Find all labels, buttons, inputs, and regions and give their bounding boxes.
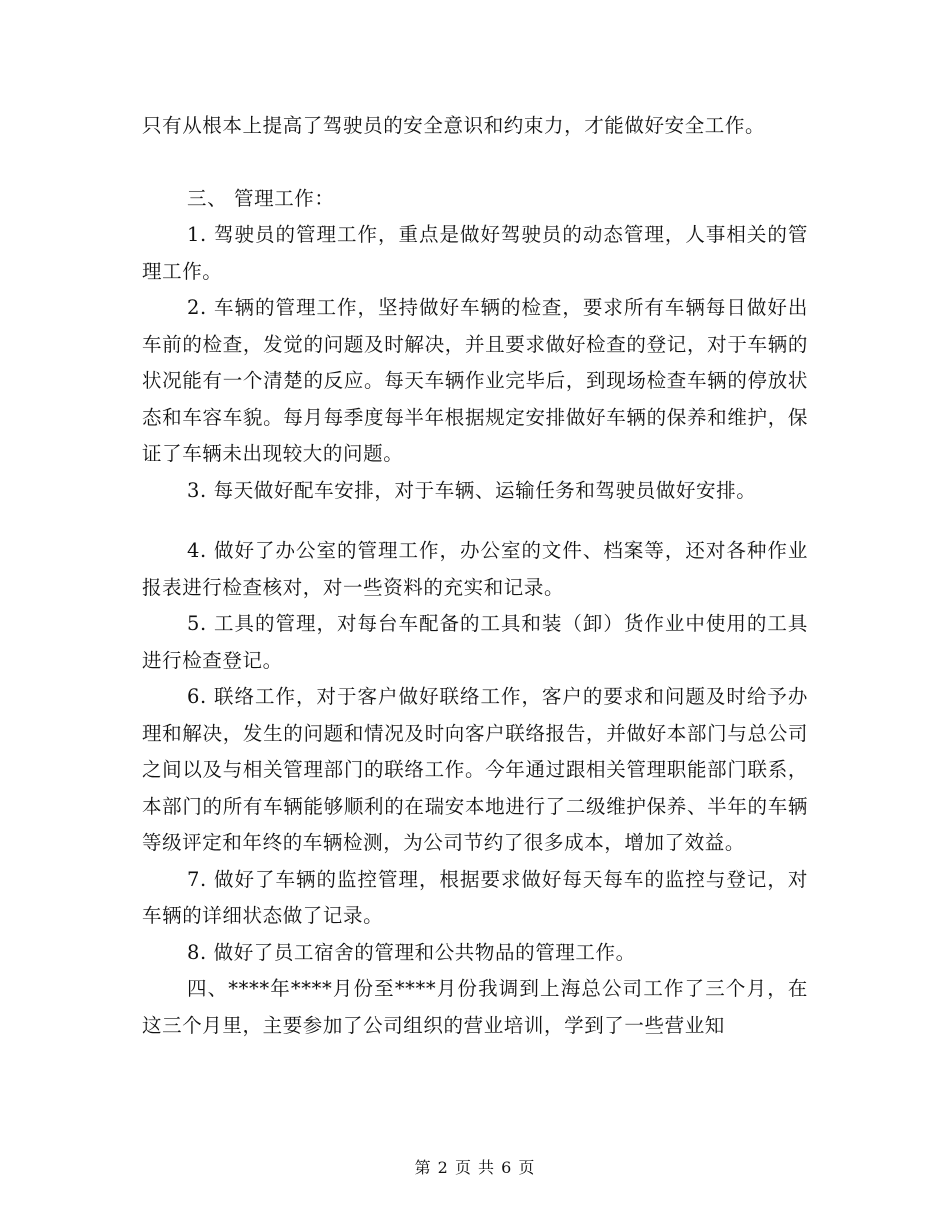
list-item-tool-management: 5. 工具的管理，对每台车配备的工具和装（卸）货作业中使用的工具进行检查登记。 [142, 612, 808, 672]
list-item-vehicle-monitoring: 7. 做好了车辆的监控管理，根据要求做好每天每车的监控与登记，对车辆的详细状态做了记录。 [142, 867, 808, 927]
page-number-footer: 第 2 页 共 6 页 [414, 1158, 536, 1177]
list-item-vehicle-dispatch: 3. 每天做好配车安排，对于车辆、运输任务和驾驶员做好安排。 [187, 478, 757, 502]
section-shanghai-assignment: 四、****年****月份至****月份我调到上海总公司工作了三个月，在这三个月里，主要参加了公司组织的营业培训，学到了一些营业知 [142, 977, 808, 1037]
document-body [142, 108, 808, 1044]
list-item-vehicle-management: 2. 车辆的管理工作，坚持做好车辆的检查，要求所有车辆每日做好出车前的检查，发觉的问题及时解决，并且要求做好检查的登记，对于车辆的状况能有一个清楚的反应。每天车辆作业完毕后，到现场检查车辆的停放状态和车容车貌。每月每季度每半年根据规定安排做好车辆的保养和维护，保证了车辆未出现较大的问题。 [142, 296, 808, 465]
paragraph-safety-conclusion: 只有从根本上提高了驾驶员的安全意识和约束力，才能做好安全工作。 [142, 114, 766, 137]
list-item-office-management: 4. 做好了办公室的管理工作，办公室的文件、档案等，还对各种作业报表进行检查核对，对一些资料的充实和记录。 [142, 539, 808, 599]
list-item-driver-management: 1. 驾驶员的管理工作，重点是做好驾驶员的动态管理，人事相关的管理工作。 [142, 223, 808, 283]
section-heading-management: 三、 管理工作： [187, 186, 335, 210]
list-item-liaison-work: 6. 联络工作，对于客户做好联络工作，客户的要求和问题及时给予办理和解决，发生的问题和情况及时向客户联络报告，并做好本部门与总公司之间以及与相关管理部门的联络工作。今年通过跟相关管理职能部门联系，本部门的所有车辆能够顺利的在瑞安本地进行了二级维护保养、半年的车辆等级评定和年终的车辆检测，为公司节约了很多成本，增加了效益。 [142, 685, 808, 854]
list-item-dormitory-management: 8. 做好了员工宿舍的管理和公共物品的管理工作。 [187, 940, 636, 964]
